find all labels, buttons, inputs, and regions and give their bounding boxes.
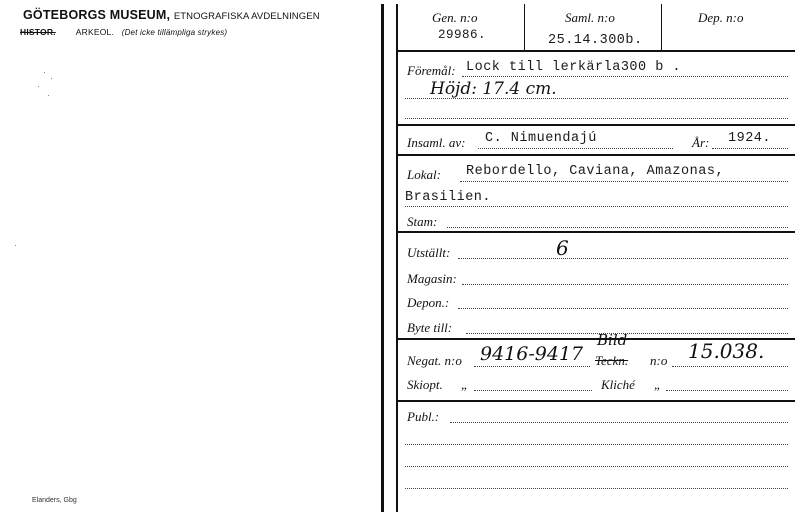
kliche-label: Kliché <box>601 377 635 392</box>
fill-line <box>405 488 788 489</box>
foremal-value: Lock till lerkärla300 b . <box>466 60 682 75</box>
fill-line <box>405 98 788 99</box>
height-handwritten: Höjd: 17.4 cm. <box>430 79 557 99</box>
depon-label: Depon.: <box>407 295 450 310</box>
museum-subtitle: ETNOGRAFISKA AVDELNINGEN <box>173 11 320 22</box>
ditto-mark: „ <box>461 377 469 392</box>
dep-number-label: Dep. n:o <box>698 10 744 25</box>
lokal-value: Rebordello, Caviana, Amazonas, <box>466 164 725 179</box>
fill-line <box>405 466 788 467</box>
dept-note: (Det icke tillämpliga strykes) <box>121 28 228 37</box>
lokal-value-continued: Brasilien. <box>405 190 492 205</box>
paper-speck <box>15 245 16 246</box>
ditto-mark: „ <box>654 377 662 392</box>
fill-line <box>474 390 592 391</box>
form-left-border <box>396 4 398 512</box>
number-column-divider <box>524 4 525 50</box>
printer-imprint: Elanders, Gbg <box>32 497 77 504</box>
gen-number-label: Gen. n:o <box>432 10 478 25</box>
saml-number-label: Saml. n:o <box>565 10 615 25</box>
insaml-label: Insaml. av: <box>407 135 466 150</box>
section-rule <box>397 231 795 233</box>
center-divider <box>381 4 384 512</box>
fill-line <box>405 444 788 445</box>
fill-line <box>450 422 788 423</box>
fill-line <box>405 206 788 207</box>
fill-line <box>460 181 788 182</box>
number-column-divider <box>661 4 662 50</box>
dept-struck-label: HISTOR. <box>20 27 56 37</box>
teckn-number-handwritten: 15.038. <box>688 339 765 363</box>
fill-line <box>458 308 788 309</box>
bild-handwritten: Bild <box>597 331 628 349</box>
fill-line <box>458 258 788 259</box>
saml-number-value: 25.14.300b. <box>548 33 643 48</box>
fill-line <box>474 366 590 367</box>
section-rule <box>397 400 795 402</box>
paper-speck <box>51 78 52 79</box>
fill-line <box>478 148 673 149</box>
fill-line <box>447 227 788 228</box>
teckn-struck-label: Teckn. <box>595 353 629 368</box>
utstallt-handwritten: 6 <box>556 236 569 260</box>
byte-label: Byte till: <box>407 320 453 335</box>
magasin-label: Magasin: <box>407 271 457 286</box>
dept-archeol-label: ARKEOL. <box>75 27 115 37</box>
gen-number-value: 29986. <box>438 28 487 42</box>
lokal-label: Lokal: <box>407 167 441 182</box>
ar-label: År: <box>692 135 710 150</box>
foremal-label: Föremål: <box>407 63 456 78</box>
paper-speck <box>48 95 49 96</box>
museum-name: GÖTEBORGS MUSEUM, <box>23 8 171 22</box>
section-rule <box>397 154 795 156</box>
ar-value: 1924. <box>728 131 772 146</box>
utstallt-label: Utställt: <box>407 245 451 260</box>
fill-line <box>666 390 788 391</box>
fill-line <box>462 284 788 285</box>
department-line <box>20 27 227 37</box>
fill-line <box>672 366 788 367</box>
paper-speck <box>44 72 45 73</box>
fill-line <box>712 148 788 149</box>
stam-label: Stam: <box>407 214 438 229</box>
teckn-number-label: n:o <box>650 353 668 368</box>
insaml-value: C. Nimuendajú <box>485 131 597 146</box>
skiopt-label: Skiopt. <box>407 377 443 392</box>
publ-label: Publ.: <box>407 409 440 424</box>
paper-speck <box>38 86 39 87</box>
section-rule <box>397 50 795 52</box>
fill-line <box>462 76 788 77</box>
section-rule <box>397 124 795 126</box>
negat-label: Negat. n:o <box>407 353 462 368</box>
fill-line <box>405 118 788 119</box>
museum-header <box>23 8 320 22</box>
negat-handwritten: 9416-9417 <box>480 343 584 365</box>
